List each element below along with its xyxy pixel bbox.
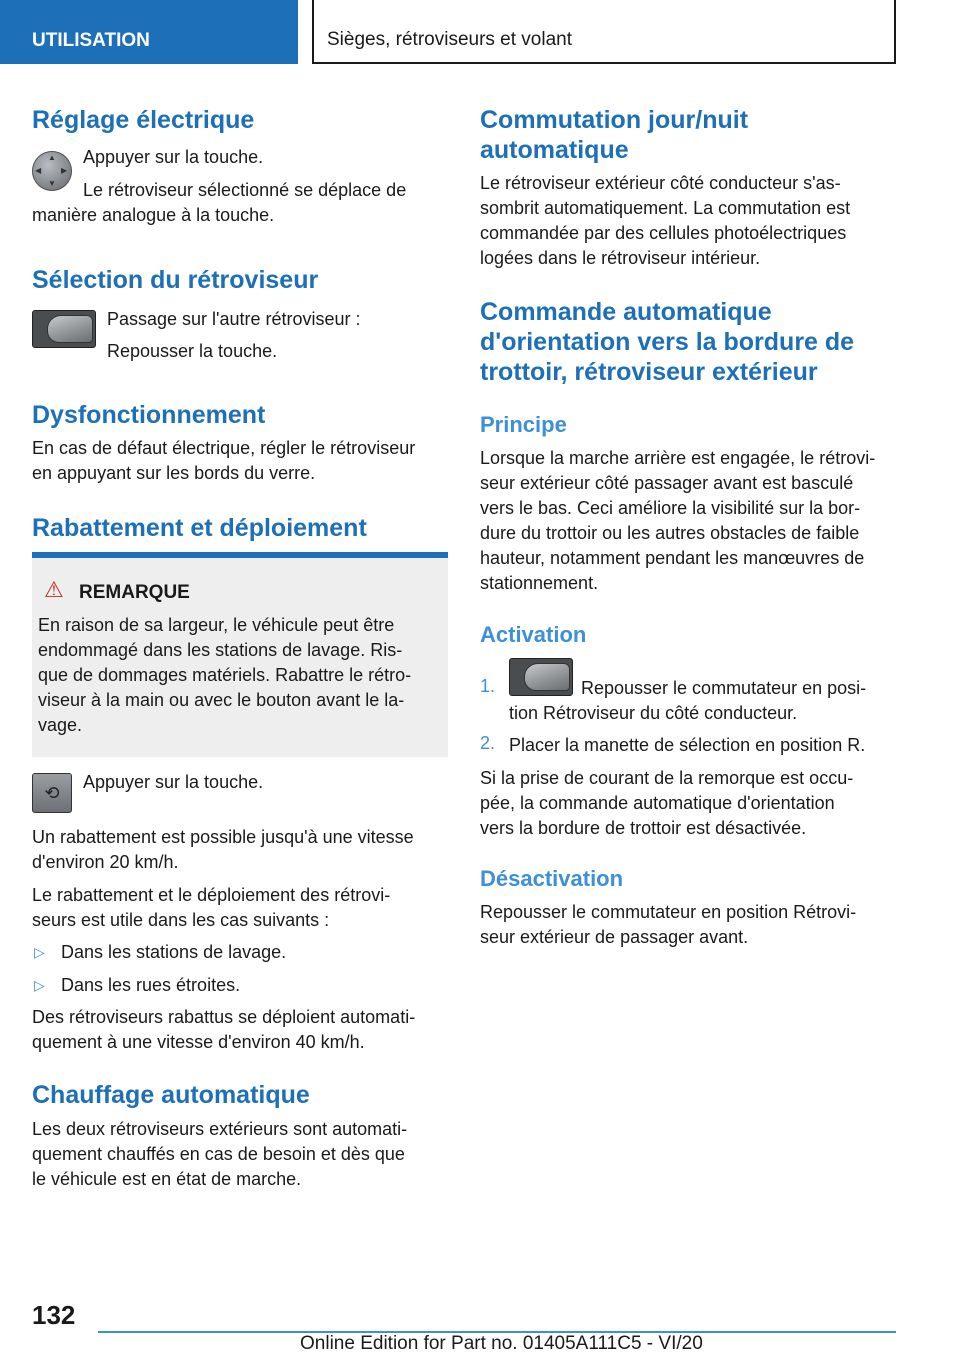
activation-line1: Si la prise de courant de la remorque est occu-: [480, 768, 854, 788]
reglage-line2a: Le rétroviseur sélectionné se déplace de: [83, 180, 407, 200]
header-section-label: UTILISATION: [32, 30, 150, 51]
activation-step1-a: Repousser le commutateur en posi-: [581, 678, 867, 698]
principe-line2: seur extérieur côté passager avant est basculé: [480, 473, 854, 493]
note-line2: endommagé dans les stations de lavage. Ris-: [38, 640, 403, 660]
page-number: 132: [32, 1300, 76, 1330]
header-chapter-label: Sièges, rétroviseurs et volant: [327, 29, 573, 50]
commutation-line1: Le rétroviseur extérieur côté conducteur s'as-: [480, 173, 841, 193]
principe-line4: dure du trottoir ou les autres obstacles de faible: [480, 523, 860, 543]
heading-dysfonction: Dysfonctionnement: [32, 401, 266, 429]
heading-commutation-line1: Commutation jour/nuit: [480, 106, 749, 134]
heading-commutation-line2: automatique: [480, 136, 629, 164]
heading-principe: Principe: [480, 412, 567, 437]
principe-line3: vers le bas. Ceci améliore la visibilité sur la bor-: [480, 498, 861, 518]
selection-line1: Passage sur l'autre rétroviseur :: [107, 309, 361, 329]
note-line3: que de dommages matériels. Rabattre le rétro-: [38, 665, 412, 685]
dysfonction-line1: En cas de défaut électrique, régler le rétroviseur: [32, 438, 416, 458]
note-title: REMARQUE: [79, 582, 190, 603]
note-line5: vage.: [38, 715, 83, 735]
activation-step1-b: tion Rétroviseur du côté conducteur.: [509, 703, 798, 723]
desactivation-line1: Repousser le commutateur en position Rétrovi-: [480, 902, 857, 922]
reglage-line2b: manière analogue à la touche.: [32, 205, 275, 225]
rabattement-para1-line1: Un rabattement est possible jusqu'à une vitesse: [32, 827, 414, 847]
header-section-tab: [0, 0, 298, 64]
chauffage-line1: Les deux rétroviseurs extérieurs sont automati-: [32, 1119, 408, 1139]
joystick-icon: ▲ ▼ ◀ ▶: [32, 151, 72, 191]
reglage-line1: Appuyer sur la touche.: [83, 147, 264, 167]
mirror-switch-icon: [509, 658, 573, 696]
selection-line2: Repousser la touche.: [107, 341, 278, 361]
principe-line5: hauteur, notamment pendant les manœuvres de: [480, 548, 865, 568]
heading-rabattement: Rabattement et déploiement: [32, 514, 367, 542]
mirror-fold-icon: ⟲: [32, 773, 72, 813]
activation-line2: pée, la commande automatique d'orientation: [480, 793, 835, 813]
bullet-item-2: Dans les rues étroites.: [61, 975, 241, 995]
warning-triangle-icon: ⚠: [44, 577, 64, 602]
commutation-line2: sombrit automatiquement. La commutation est: [480, 198, 851, 218]
dysfonction-line2: en appuyant sur les bords du verre.: [32, 463, 316, 483]
bullet-item-1: Dans les stations de lavage.: [61, 942, 287, 962]
step-number-2: 2.: [480, 733, 496, 753]
rabattement-press: Appuyer sur la touche.: [83, 772, 264, 792]
activation-line3: vers la bordure de trottoir est désactivée.: [480, 818, 807, 838]
mirror-switch-icon: [32, 310, 96, 348]
header-chapter-box: [312, 0, 896, 64]
commutation-line4: logées dans le rétroviseur intérieur.: [480, 248, 761, 268]
rabattement-para3-line2: quement à une vitesse d'environ 40 km/h.: [32, 1032, 365, 1052]
note-line4: viseur à la main ou avec le bouton avant le la-: [38, 690, 405, 710]
commutation-line3: commandée par des cellules photoélectriques: [480, 223, 847, 243]
bullet-triangle-icon: ▷: [34, 944, 45, 960]
bullet-triangle-icon: ▷: [34, 977, 45, 993]
heading-chauffage: Chauffage automatique: [32, 1081, 310, 1109]
heading-desactivation: Désactivation: [480, 866, 624, 891]
heading-selection: Sélection du rétroviseur: [32, 266, 319, 294]
rabattement-para3-line1: Des rétroviseurs rabattus se déploient automati-: [32, 1007, 416, 1027]
principe-line6: stationnement.: [480, 573, 599, 593]
heading-commande-line3: trottoir, rétroviseur extérieur: [480, 358, 818, 386]
footer-edition: Online Edition for Part no. 01405A111C5 - VI/20: [300, 1333, 703, 1354]
heading-commande-line1: Commande automatique: [480, 298, 772, 326]
chauffage-line2: quement chauffés en cas de besoin et dès que: [32, 1144, 405, 1164]
note-box: [32, 558, 448, 757]
step-number-1: 1.: [480, 676, 496, 696]
principe-line1: Lorsque la marche arrière est engagée, le rétrovi-: [480, 448, 876, 468]
heading-reglage: Réglage électrique: [32, 106, 255, 134]
note-line1: En raison de sa largeur, le véhicule peut être: [38, 615, 395, 635]
desactivation-line2: seur extérieur de passager avant.: [480, 927, 749, 947]
activation-step2: Placer la manette de sélection en position R.: [509, 735, 866, 755]
rabattement-para2-line1: Le rabattement et le déploiement des rétrovi-: [32, 885, 391, 905]
chauffage-line3: le véhicule est en état de marche.: [32, 1169, 302, 1189]
heading-commande-line2: d'orientation vers la bordure de: [480, 328, 855, 356]
rabattement-para2-line2: seurs est utile dans les cas suivants :: [32, 910, 330, 930]
rabattement-para1-line2: d'environ 20 km/h.: [32, 852, 179, 872]
heading-activation: Activation: [480, 622, 587, 647]
